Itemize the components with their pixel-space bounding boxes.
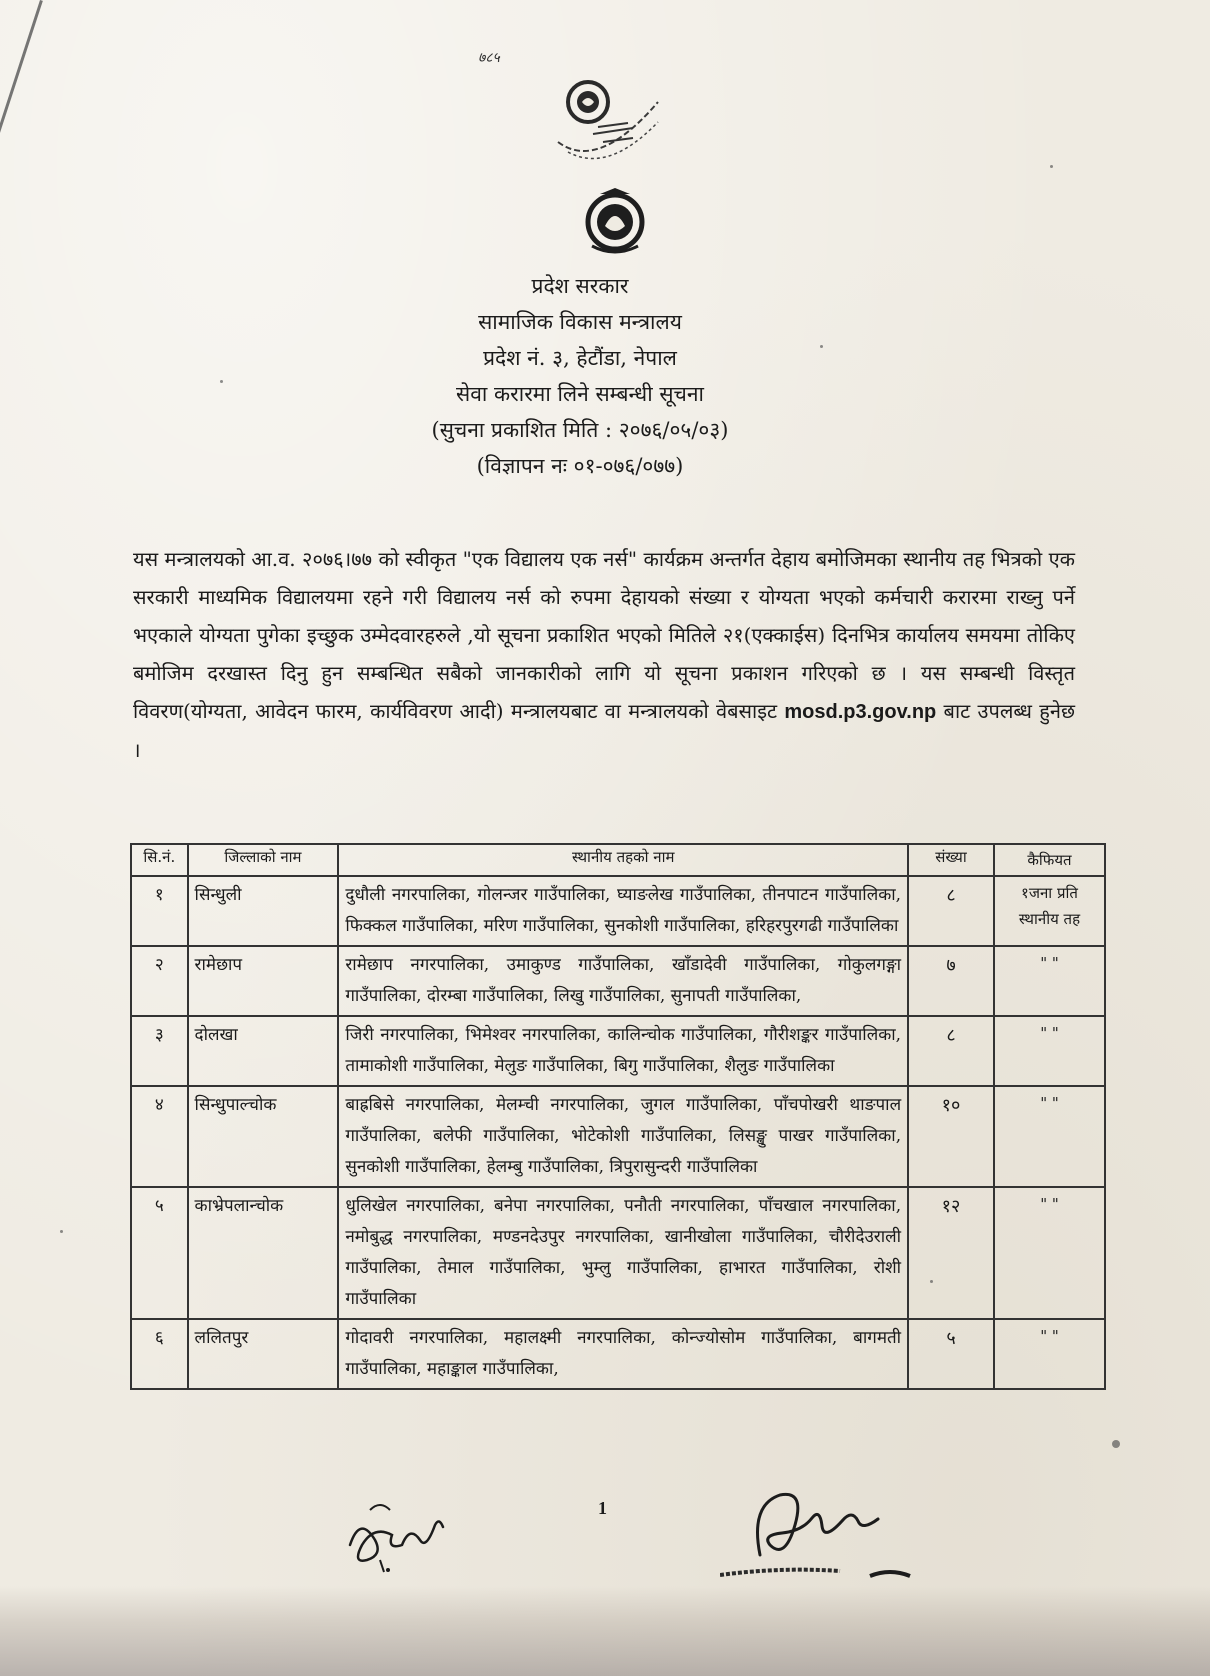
cell-local-levels: जिरी नगरपालिका, भिमेश्वर नगरपालिका, कालिन्चोक गाउँपालिका, गौरीशङ्कर गाउँपालिका, तामाकोशी गाउँपालिका, मेलुङ गाउँपालिका, बिगु गाउँपालिका, शैलुङ गाउँपालिका xyxy=(338,1016,908,1086)
scan-speck xyxy=(1050,165,1053,168)
cell-local-levels: दुधौली नगरपालिका, गोलन्जर गाउँपालिका, घ्याङलेख गाउँपालिका, तीनपाटन गाउँपालिका, फिक्कल गाउँपालिका, मरिण गाउँपालिका, सुनकोशी गाउँपालिका, हरिहरपुरगढी गाउँपालिका xyxy=(338,876,908,946)
cell-local-levels: बाह्रबिसे नगरपालिका, मेलम्ची नगरपालिका, जुगल गाउँपालिका, पाँचपोखरी थाङपाल गाउँपालिका, बलेफी गाउँपालिका, भोटेकोशी गाउँपालिका, लिसङ्खु पाखर गाउँपालिका, सुनकोशी गाउँपालिका, हेलम्बु गाउँपालिका, त्रिपुरासुन्दरी गाउँपालिका xyxy=(338,1086,908,1187)
table-row xyxy=(131,946,1105,1016)
notice-paragraph xyxy=(133,540,1075,769)
cell-count: १० xyxy=(908,1086,994,1187)
page-number: 1 xyxy=(598,1498,607,1518)
cell-count: ८ xyxy=(908,876,994,946)
handwritten-signature-icon xyxy=(720,1480,940,1590)
document-header xyxy=(300,268,860,484)
header-notice-title: सेवा करारमा लिने सम्बन्धी सूचना xyxy=(456,382,704,406)
cell-sn: २ xyxy=(131,946,188,1016)
header-address: प्रदेश नं. ३, हेटौंडा, नेपाल xyxy=(483,346,677,370)
header-district: जिल्लाको नाम xyxy=(188,844,339,876)
header-advertisement-number: (विज्ञापन नः ०१-०७६/०७७) xyxy=(476,454,684,478)
cell-count: ८ xyxy=(908,1016,994,1086)
header-local-level: स्थानीय तहको नाम xyxy=(338,844,908,876)
header-count: संख्या xyxy=(908,844,994,876)
scan-bottom-shadow xyxy=(0,1586,1210,1676)
local-levels-table xyxy=(130,843,1106,1390)
cell-sn: ३ xyxy=(131,1016,188,1086)
cell-remarks: " " xyxy=(994,1319,1105,1389)
header-publish-date: (सुचना प्रकाशित मिति : २०७६/०५/०३) xyxy=(431,418,729,442)
scan-speck xyxy=(60,1230,63,1233)
cell-remarks: १जना प्रति स्थानीय तह xyxy=(994,876,1105,946)
cell-sn: ४ xyxy=(131,1086,188,1187)
cell-count: १२ xyxy=(908,1187,994,1319)
scan-edge-line xyxy=(0,0,43,210)
ministry-round-seal-icon xyxy=(548,72,668,182)
header-remarks: कैफियत xyxy=(994,844,1105,876)
cell-remarks: " " xyxy=(994,1086,1105,1187)
cell-sn: १ xyxy=(131,876,188,946)
handwritten-signature-icon xyxy=(340,1490,470,1580)
cell-district: दोलखा xyxy=(188,1016,339,1086)
cell-sn: ६ xyxy=(131,1319,188,1389)
cell-remarks: " " xyxy=(994,946,1105,1016)
notice-paragraph-text: यस मन्त्रालयको आ.व. २०७६।७७ को स्वीकृत "एक विद्यालय एक नर्स" कार्यक्रम अन्तर्गत देहाय बमोजिमका स्थानीय तह भित्रको एक सरकारी माध्यमिक विद्यालयमा रहने गरी विद्यालय नर्स को रुपमा देहायको संख्या र योग्यता भएको कर्मचारी करारमा राख्नु पर्ने भएकाले योग्यता पुगेका इच्छुक उम्मेदवारहरुले ,यो सूचना प्रकाशित भएको मितिले २१(एक्काईस) दिनभित्र कार्यालय समयमा तोकिए बमोजिम दरखास्त दिनु हुन सम्बन्धित सबैको जानकारीको लागि यो सूचना प्रकाशन गरिएको छ । यस सम्बन्धी विस्तृत विवरण(योग्यता, आवेदन फारम, कार्यविवरण आदी) मन्त्रालयबाट वा मन्त्रालयको वेबसाइट xyxy=(133,547,1075,723)
cell-district: सिन्धुपाल्चोक xyxy=(188,1086,339,1187)
cell-local-levels: धुलिखेल नगरपालिका, बनेपा नगरपालिका, पनौती नगरपालिका, पाँचखाल नगरपालिका, नमोबुद्ध नगरपालिका, मण्डनदेउपुर नगरपालिका, खानीखोला गाउँपालिका, चौरीदेउराली गाउँपालिका, तेमाल गाउँपालिका, भुम्लु गाउँपालिका, हाभारत गाउँपालिका, रोशी गाउँपालिका xyxy=(338,1187,908,1319)
header-ministry: सामाजिक विकास मन्त्रालय xyxy=(478,310,682,334)
table-row xyxy=(131,1187,1105,1319)
table-row xyxy=(131,1086,1105,1187)
scan-speck xyxy=(930,1280,933,1283)
cell-local-levels: रामेछाप नगरपालिका, उमाकुण्ड गाउँपालिका, खाँडादेवी गाउँपालिका, गोकुलगङ्गा गाउँपालिका, दोरम्बा गाउँपालिका, लिखु गाउँपालिका, सुनापती गाउँपालिका, xyxy=(338,946,908,1016)
cell-district: रामेछाप xyxy=(188,946,339,1016)
handwritten-reference-number: ७८५ xyxy=(478,50,500,66)
cell-count: ५ xyxy=(908,1319,994,1389)
cell-district: ललितपुर xyxy=(188,1319,339,1389)
website-url: mosd.p3.gov.np xyxy=(784,701,937,723)
table-row xyxy=(131,1319,1105,1389)
scan-speck xyxy=(1112,1440,1120,1448)
scan-speck xyxy=(220,380,223,383)
header-government: प्रदेश सरकार xyxy=(531,274,629,298)
cell-sn: ५ xyxy=(131,1187,188,1319)
cell-remarks: " " xyxy=(994,1016,1105,1086)
notice-paragraph-tail: बाट उपलब्ध हुनेछ । xyxy=(133,699,1076,762)
table-header-row xyxy=(131,844,1105,876)
table-row xyxy=(131,1016,1105,1086)
table-row xyxy=(131,876,1105,946)
cell-district: सिन्धुली xyxy=(188,876,339,946)
scan-speck xyxy=(820,345,823,348)
cell-count: ७ xyxy=(908,946,994,1016)
cell-local-levels: गोदावरी नगरपालिका, महालक्ष्मी नगरपालिका, कोन्ज्योसोम गाउँपालिका, बागमती गाउँपालिका, महाङ्काल गाउँपालिका, xyxy=(338,1319,908,1389)
header-sn: सि.नं. xyxy=(131,844,188,876)
cell-remarks: " " xyxy=(994,1187,1105,1319)
cell-district: काभ्रेपलान्चोक xyxy=(188,1187,339,1319)
nepal-emblem-icon xyxy=(580,186,650,256)
